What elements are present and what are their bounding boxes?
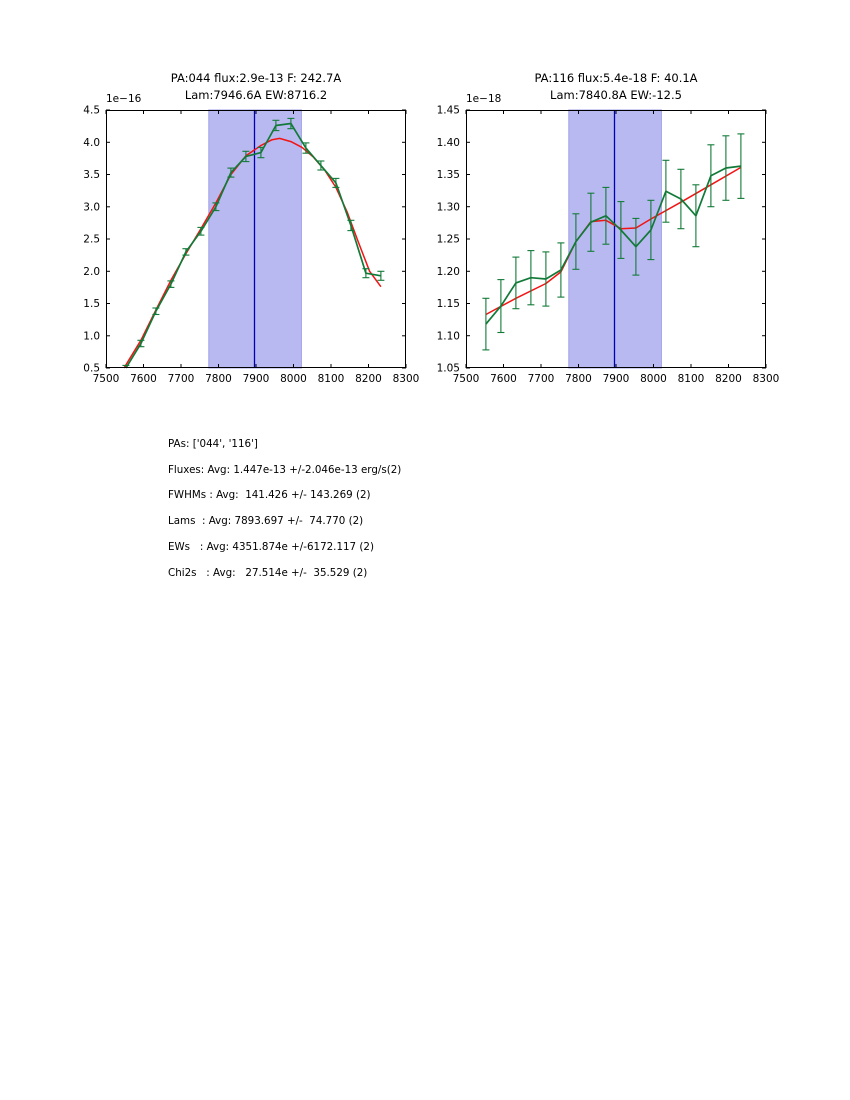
- stats-line-chi2s: Chi2s : Avg: 27.514e +/- 35.529 (2): [168, 566, 368, 579]
- y-tick-label: 0.5: [83, 362, 100, 375]
- stats-line-pas: PAs: ['044', '116']: [168, 438, 258, 450]
- x-tick-label: 8200: [715, 373, 742, 385]
- y-tick-label: 1.30: [436, 201, 460, 214]
- x-tick-label: 7900: [242, 373, 270, 385]
- x-tick-label: 8300: [752, 373, 780, 385]
- x-tick-label: 7700: [167, 373, 195, 385]
- x-tick-label: 8300: [392, 373, 420, 385]
- y-tick-label: 3.5: [83, 169, 100, 182]
- x-tick-label: 7800: [565, 373, 592, 385]
- x-tick-label: 7700: [527, 373, 555, 385]
- y-tick-label: 1.35: [436, 169, 460, 182]
- right-plot-title-line2: Lam:7840.8A EW:-12.5: [550, 88, 682, 102]
- left-plot-title: [106, 70, 406, 104]
- stats-block: [168, 432, 401, 586]
- left-yaxis-offset-label: 1e−16: [106, 93, 142, 105]
- left-plot-title-line1: PA:044 flux:2.9e-13 F: 242.7A: [170, 71, 342, 85]
- y-tick-label: 2.0: [83, 265, 100, 278]
- x-tick-label: 7800: [205, 373, 232, 385]
- x-tick-label: 8000: [280, 373, 307, 385]
- left-plot-title-line2: Lam:7946.6A EW:8716.2: [184, 88, 328, 102]
- stats-line-ews: EWs : Avg: 4351.874e +/-6172.117 (2): [168, 540, 374, 553]
- stats-line-fluxes: Fluxes: Avg: 1.447e-13 +/-2.046e-13 erg/s(2): [168, 463, 402, 476]
- x-tick-label: 7600: [490, 373, 517, 385]
- y-tick-label: 1.0: [83, 330, 100, 343]
- y-tick-label: 1.40: [436, 137, 460, 149]
- x-tick-label: 7600: [130, 373, 157, 385]
- y-tick-label: 2.5: [83, 233, 100, 246]
- right-plot-title: [466, 70, 766, 104]
- stats-line-fwhms: FWHMs : Avg: 141.426 +/- 143.269 (2): [168, 489, 371, 502]
- y-tick-label: 1.45: [436, 104, 460, 117]
- x-tick-label: 7500: [452, 373, 480, 385]
- x-tick-label: 7500: [92, 373, 120, 385]
- right-yaxis-offset-label: 1e−18: [466, 93, 502, 105]
- y-tick-label: 1.20: [436, 266, 460, 278]
- y-tick-label: 1.15: [436, 298, 460, 311]
- x-tick-label: 7900: [602, 373, 630, 385]
- left-subplot: [83, 105, 419, 385]
- x-tick-label: 8100: [677, 373, 705, 385]
- y-tick-label: 4.5: [83, 104, 100, 117]
- y-tick-label: 1.25: [436, 233, 460, 246]
- stats-line-lams: Lams : Avg: 7893.697 +/- 74.770 (2): [168, 515, 364, 528]
- right-plot-title-line1: PA:116 flux:5.4e-18 F: 40.1A: [534, 71, 698, 85]
- y-tick-label: 1.05: [436, 362, 460, 375]
- x-tick-label: 8000: [640, 373, 667, 385]
- y-tick-label: 1.10: [436, 330, 460, 343]
- y-tick-label: 3.0: [83, 201, 100, 214]
- y-tick-label: 1.5: [83, 298, 100, 311]
- y-tick-label: 4.0: [83, 136, 100, 149]
- right-subplot: [437, 105, 780, 385]
- x-tick-label: 8100: [317, 373, 345, 385]
- x-tick-label: 8200: [355, 373, 382, 385]
